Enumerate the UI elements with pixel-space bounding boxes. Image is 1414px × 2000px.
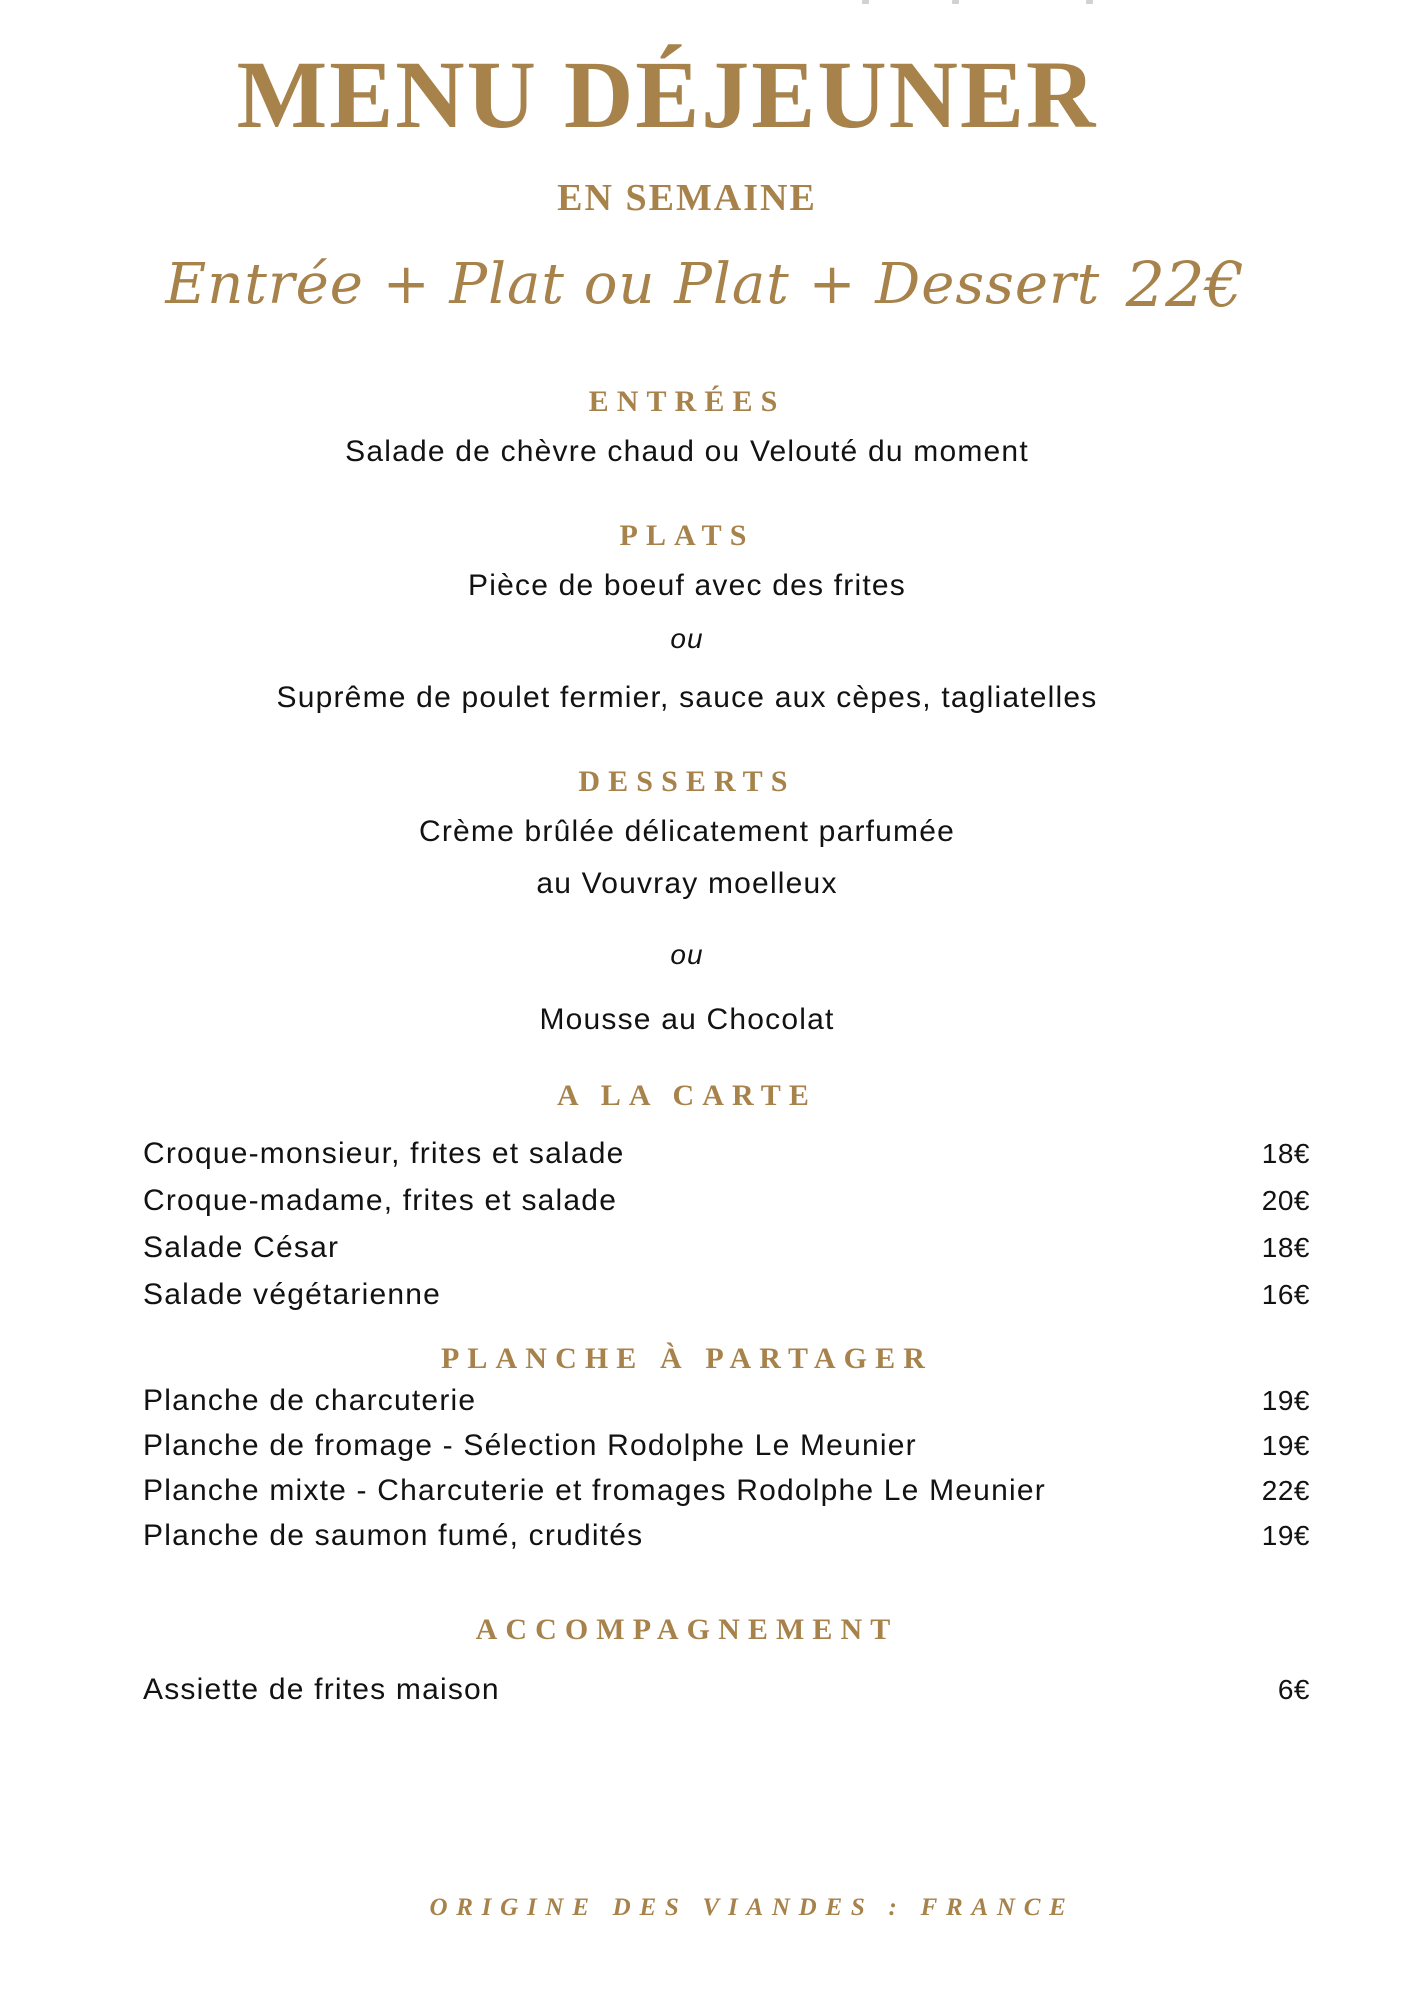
- item-price: 6€: [1277, 1674, 1310, 1706]
- dish-line: au Vouvray moelleux: [536, 867, 838, 901]
- item-name: Assiette de frites maison: [143, 1673, 500, 1707]
- formula-text: Entrée + Plat ou Plat + Dessert: [165, 252, 1101, 318]
- dish-line: Crème brûlée délicatement parfumée: [418, 815, 956, 849]
- item-price: 22€: [1261, 1475, 1310, 1507]
- item-price: 19€: [1261, 1385, 1310, 1417]
- section-title: ENTRÉES: [588, 385, 786, 419]
- cropped-text-artifact: [952, 0, 959, 4]
- menu-item-row: [143, 1384, 1310, 1418]
- item-price: 18€: [1261, 1232, 1310, 1264]
- menu-item-row: [143, 1673, 1310, 1707]
- menu-header: [0, 40, 1414, 321]
- section-plats: [0, 519, 1414, 715]
- section-title: ACCOMPAGNEMENT: [475, 1613, 899, 1647]
- section-title: PLANCHE À PARTAGER: [441, 1342, 933, 1376]
- section-title: DESSERTS: [578, 765, 796, 799]
- menu-item-row: [143, 1429, 1310, 1463]
- item-list: [0, 1384, 1414, 1553]
- section-planche-a-partager: [0, 1342, 1414, 1553]
- formula-row: [0, 248, 1414, 321]
- item-name: Croque-madame, frites et salade: [143, 1184, 618, 1218]
- menu-item-row: [143, 1184, 1310, 1218]
- section-entrees: [0, 385, 1414, 469]
- dish-line: Suprême de poulet fermier, sauce aux cèpes, tagliatelles: [276, 681, 1098, 715]
- item-name: Planche de saumon fumé, crudités: [143, 1519, 644, 1553]
- menu-item-row: [143, 1137, 1310, 1171]
- menu-item-row: [143, 1474, 1310, 1508]
- page-title: MENU DÉJEUNER: [236, 41, 1098, 148]
- section-desserts: [0, 765, 1414, 1037]
- menu-subtitle: EN SEMAINE: [557, 177, 817, 220]
- item-list: [0, 1673, 1414, 1707]
- cropped-text-artifact: [862, 0, 869, 4]
- section-a-la-carte: [0, 1079, 1414, 1312]
- item-name: Salade végétarienne: [143, 1278, 442, 1312]
- item-list: [0, 1137, 1414, 1312]
- item-price: 18€: [1261, 1138, 1310, 1170]
- item-name: Croque-monsieur, frites et salade: [143, 1137, 625, 1171]
- item-name: Salade César: [143, 1231, 340, 1265]
- meat-origin-note: ORIGINE DES VIANDES : FRANCE: [429, 1894, 1075, 1921]
- dish-line: Mousse au Chocolat: [539, 1003, 835, 1037]
- cropped-text-artifact: [1086, 0, 1093, 4]
- menu-item-row: [143, 1278, 1310, 1312]
- item-name: Planche de charcuterie: [143, 1384, 477, 1418]
- item-name: Planche mixte - Charcuterie et fromages Rodolphe Le Meunier: [143, 1474, 1046, 1508]
- section-title: A LA CARTE: [557, 1079, 817, 1113]
- section-title: PLATS: [619, 519, 755, 553]
- or-separator: ou: [670, 623, 704, 655]
- item-price: 19€: [1261, 1430, 1310, 1462]
- formula-price: 22€: [1125, 248, 1244, 322]
- item-price: 16€: [1261, 1279, 1310, 1311]
- item-price: 20€: [1261, 1185, 1310, 1217]
- item-price: 19€: [1261, 1520, 1310, 1552]
- dish-line: Salade de chèvre chaud ou Velouté du moment: [345, 435, 1029, 469]
- section-accompagnement: [0, 1613, 1414, 1707]
- menu-item-row: [143, 1231, 1310, 1265]
- or-separator: ou: [670, 939, 704, 971]
- dish-line: Pièce de boeuf avec des frites: [468, 569, 906, 603]
- menu-item-row: [143, 1519, 1310, 1553]
- item-name: Planche de fromage - Sélection Rodolphe Le Meunier: [143, 1429, 917, 1463]
